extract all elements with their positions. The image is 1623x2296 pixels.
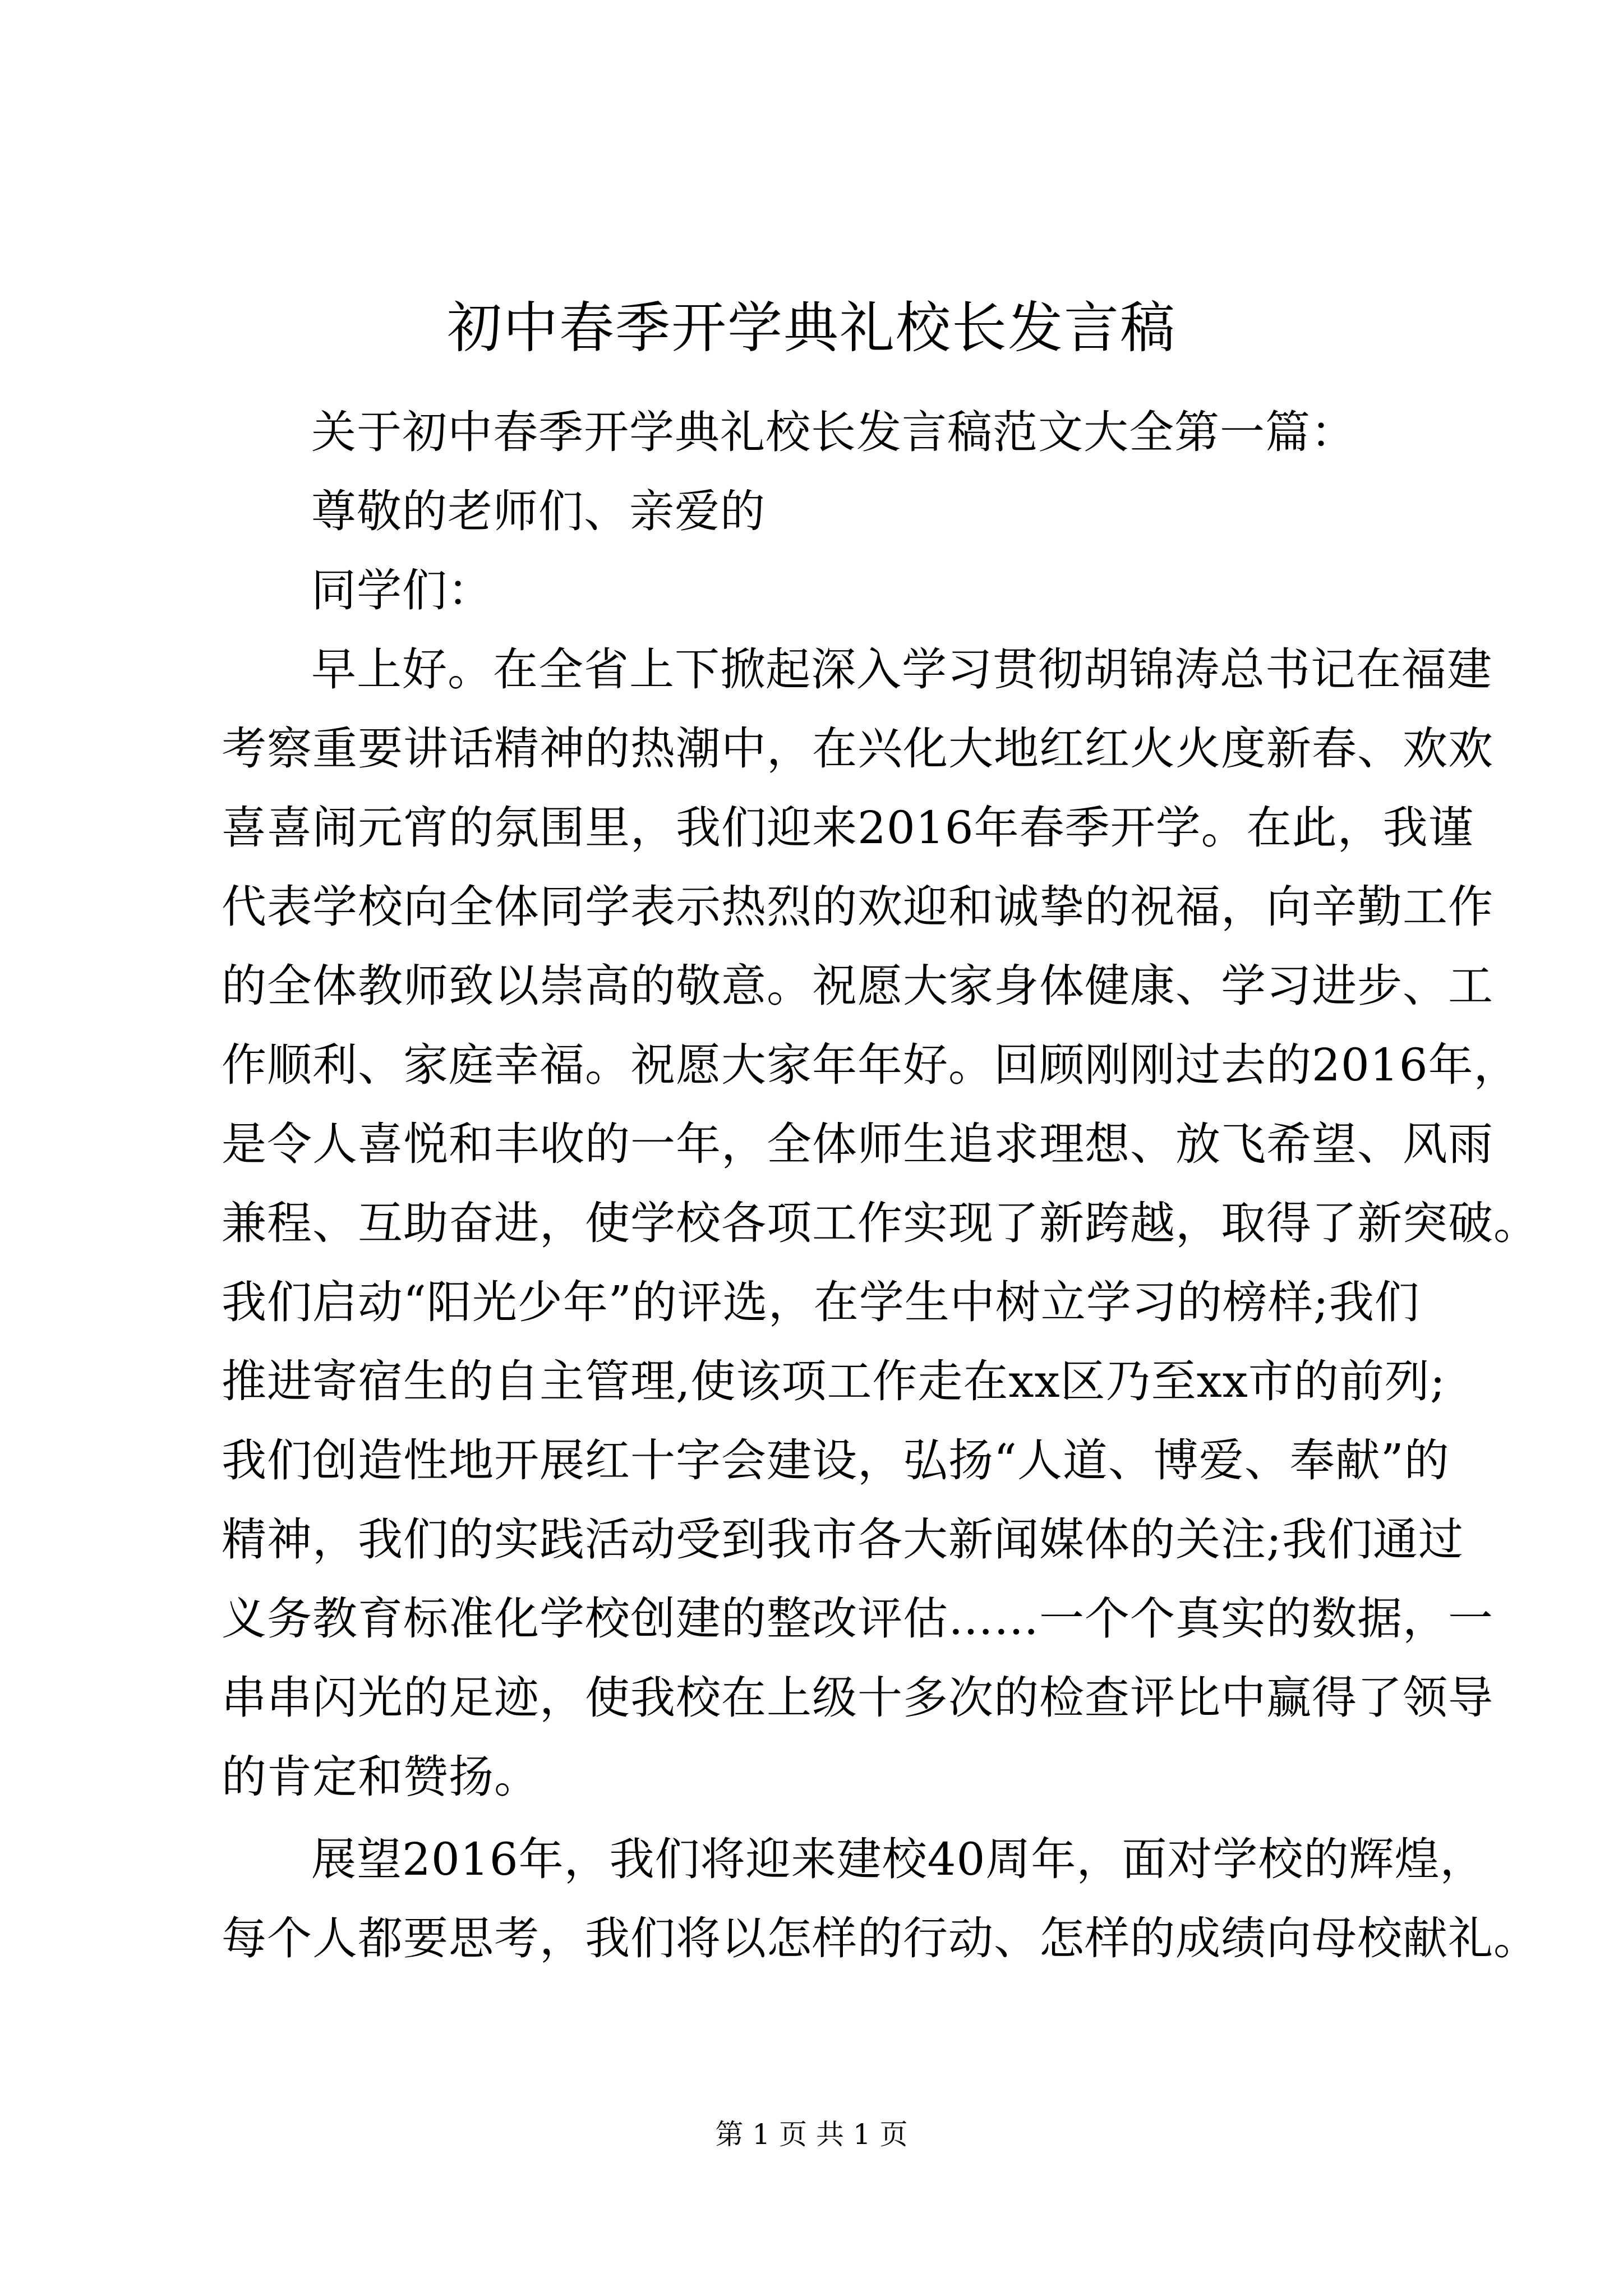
salutation-line: 尊敬的老师们、亲爱的 (311, 485, 766, 537)
paragraph-line: 作顺利、家庭幸福。祝愿大家年年好。回顾刚刚过去的2016年， (222, 1039, 1519, 1091)
paragraph-line: 展望2016年，我们将迎来建校40周年，面对学校的辉煌， (311, 1833, 1486, 1885)
paragraph-line: 早上好。在全省上下掀起深入学习贯彻胡锦涛总书记在福建 (311, 643, 1492, 696)
paragraph-line: 的肯定和赞扬。 (222, 1751, 540, 1803)
paragraph-line: 推进寄宿生的自主管理,使该项工作走在xx区乃至xx市的前列; (222, 1355, 1446, 1407)
paragraph-line: 我们创造性地开展红十字会建设，弘扬“人道、博爱、奉献”的 (222, 1434, 1450, 1487)
document-body (222, 393, 1539, 1978)
paragraph-line: 我们启动“阳光少年”的评选，在学生中树立学习的榜样;我们 (222, 1276, 1420, 1328)
paragraph-line: 代表学校向全体同学表示热烈的欢迎和诚挚的祝福，向辛勤工作 (222, 881, 1493, 933)
paragraph-line: 精神，我们的实践活动受到我市各大新闻媒体的关注;我们通过 (222, 1513, 1464, 1566)
paragraph-line: 每个人都要思考，我们将以怎样的行动、怎样的成绩向母校献礼。 (222, 1912, 1539, 1964)
page-footer: 第 1 页 共 1 页 (715, 2118, 908, 2151)
paragraph-line: 的全体教师致以崇高的敬意。祝愿大家身体健康、学习进步、工 (222, 960, 1493, 1012)
document-title: 初中春季开学典礼校长发言稿 (446, 296, 1176, 360)
paragraph-line: 串串闪光的足迹，使我校在上级十多次的检查评比中赢得了领导 (222, 1672, 1493, 1724)
paragraph-line: 义务教育标准化学校创建的整改评估……一个个真实的数据，一 (222, 1593, 1493, 1645)
paragraph-line: 是令人喜悦和丰收的一年，全体师生追求理想、放飞希望、风雨 (222, 1118, 1493, 1170)
paragraph-line: 喜喜闹元宵的氛围里，我们迎来2016年春季开学。在此，我谨 (222, 802, 1474, 854)
salutation-line: 同学们： (311, 564, 493, 616)
paragraph-2 (222, 1820, 1539, 1978)
intro-line: 关于初中春季开学典礼校长发言稿范文大全第一篇： (311, 406, 1356, 458)
paragraph-1 (222, 630, 1539, 1816)
paragraph-line: 考察重要讲话精神的热潮中，在兴化大地红红火火度新春、欢欢 (222, 723, 1493, 775)
paragraph-line: 兼程、互助奋进，使学校各项工作实现了新跨越，取得了新突破。 (222, 1197, 1539, 1249)
